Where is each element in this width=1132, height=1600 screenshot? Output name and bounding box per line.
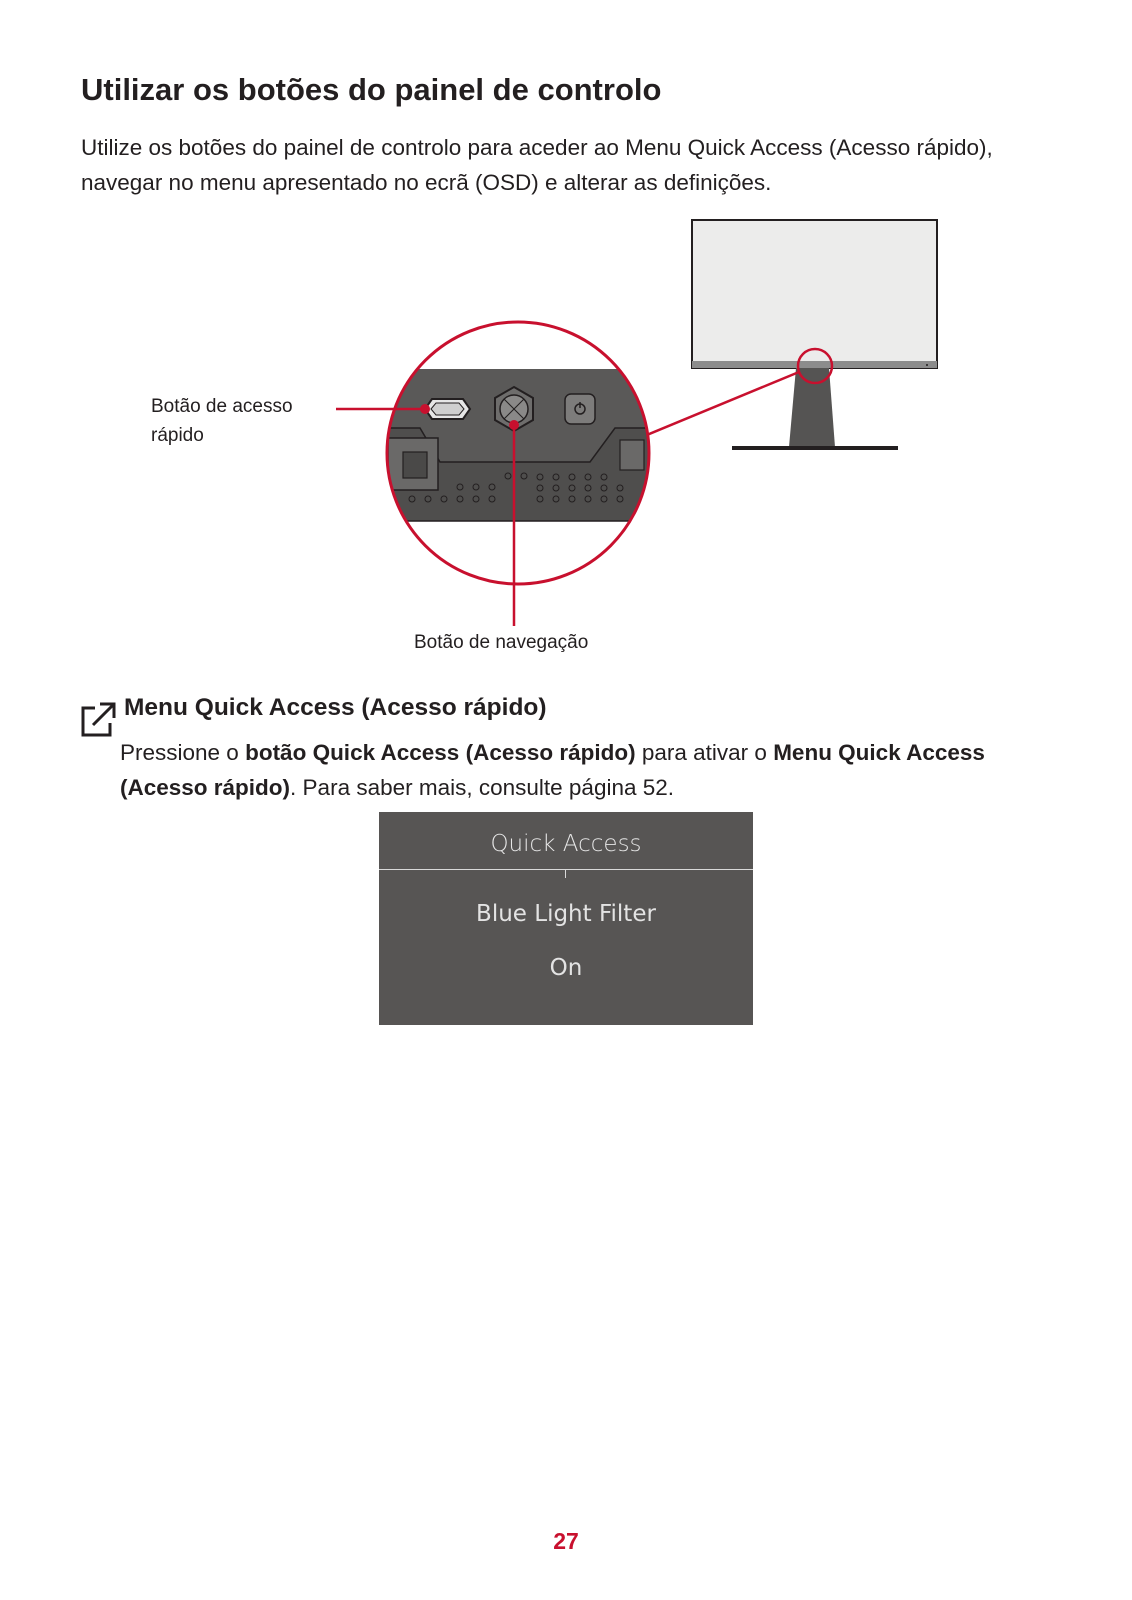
quick-access-menu-ref: Menu Quick Access (Acesso rápido)	[120, 740, 985, 800]
osd-divider-tick	[565, 870, 566, 878]
quick-access-button-callout: Botão de acesso rápido	[151, 396, 293, 446]
osd-title: Quick Access	[490, 831, 642, 857]
navigation-button-callout: Botão de navegação	[414, 632, 589, 653]
page-heading: Utilizar os botões do painel de controlo	[81, 72, 662, 107]
zoom-panel	[380, 320, 660, 590]
monitor-icon	[692, 220, 937, 450]
osd-item-value: On	[549, 955, 583, 981]
quick-access-button-ref: botão Quick Access (Acesso rápido)	[245, 740, 636, 765]
osd-item-blue-light-filter: Blue Light Filter	[476, 901, 656, 927]
body-text: . Para saber mais, consulte página 52.	[290, 775, 675, 800]
page-number: 27	[553, 1528, 579, 1554]
quick-access-osd	[379, 812, 753, 1025]
intro-paragraph: Utilize os botões do painel de controlo para aceder ao Menu Quick Access (Acesso rápido), navegar no menu apresentado no ecrã (OSD) e alterar as definições.	[81, 135, 993, 195]
osd-divider	[379, 869, 753, 870]
section-body	[120, 735, 1020, 805]
external-link-icon	[80, 702, 116, 738]
section-title: Menu Quick Access (Acesso rápido)	[124, 694, 547, 721]
body-text: para ativar o	[635, 740, 774, 765]
body-text: Pressione o	[120, 740, 246, 765]
